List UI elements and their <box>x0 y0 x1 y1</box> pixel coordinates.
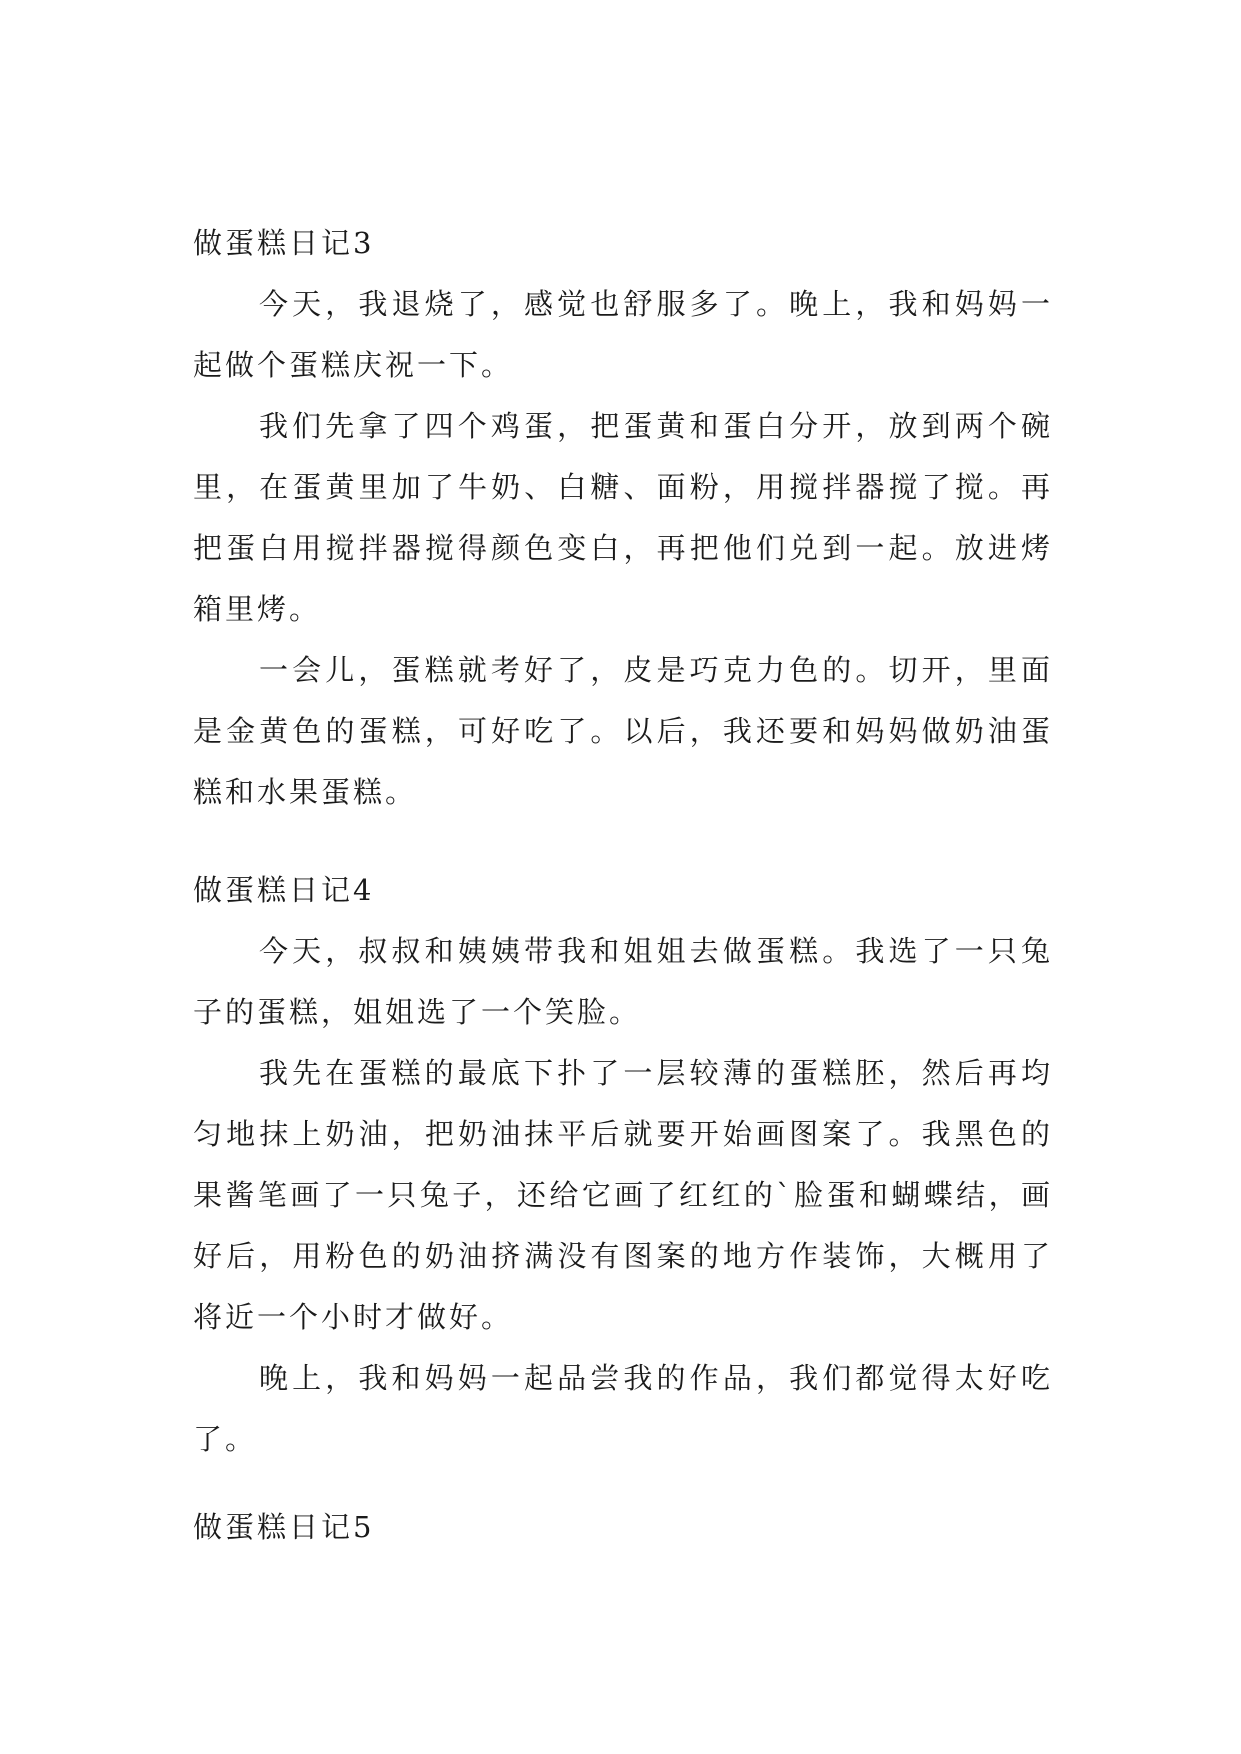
diary-entry-5 <box>193 1497 1053 1558</box>
entry-title: 做蛋糕日记5 <box>193 1510 375 1544</box>
entry-title: 做蛋糕日记4 <box>193 873 375 907</box>
paragraph: 晚上，我和妈妈一起品尝我的作品，我们都觉得太好吃了。 <box>193 1361 1053 1456</box>
paragraph: 我先在蛋糕的最底下扑了一层较薄的蛋糕胚，然后再均匀地抹上奶油，把奶油抹平后就要开始画图案了。我黑色的果酱笔画了一只兔子，还给它画了红红的`脸蛋和蝴蝶结，画好后，用粉色的奶油挤满没有图案的地方作装饰，大概用了将近一个小时才做好。 <box>193 1056 1053 1334</box>
diary-entry-4 <box>193 860 1053 1470</box>
paragraph: 一会儿，蛋糕就考好了，皮是巧克力色的。切开，里面是金黄色的蛋糕，可好吃了。以后，我还要和妈妈做奶油蛋糕和水果蛋糕。 <box>193 653 1053 809</box>
diary-entry-3 <box>193 213 1053 823</box>
entry-title: 做蛋糕日记3 <box>193 226 375 260</box>
paragraph: 今天，我退烧了，感觉也舒服多了。晚上，我和妈妈一起做个蛋糕庆祝一下。 <box>193 287 1053 382</box>
paragraph: 今天，叔叔和姨姨带我和姐姐去做蛋糕。我选了一只兔子的蛋糕，姐姐选了一个笑脸。 <box>193 934 1053 1029</box>
paragraph: 我们先拿了四个鸡蛋，把蛋黄和蛋白分开，放到两个碗里，在蛋黄里加了牛奶、白糖、面粉，用搅拌器搅了搅。再把蛋白用搅拌器搅得颜色变白，再把他们兑到一起。放进烤箱里烤。 <box>193 409 1053 626</box>
